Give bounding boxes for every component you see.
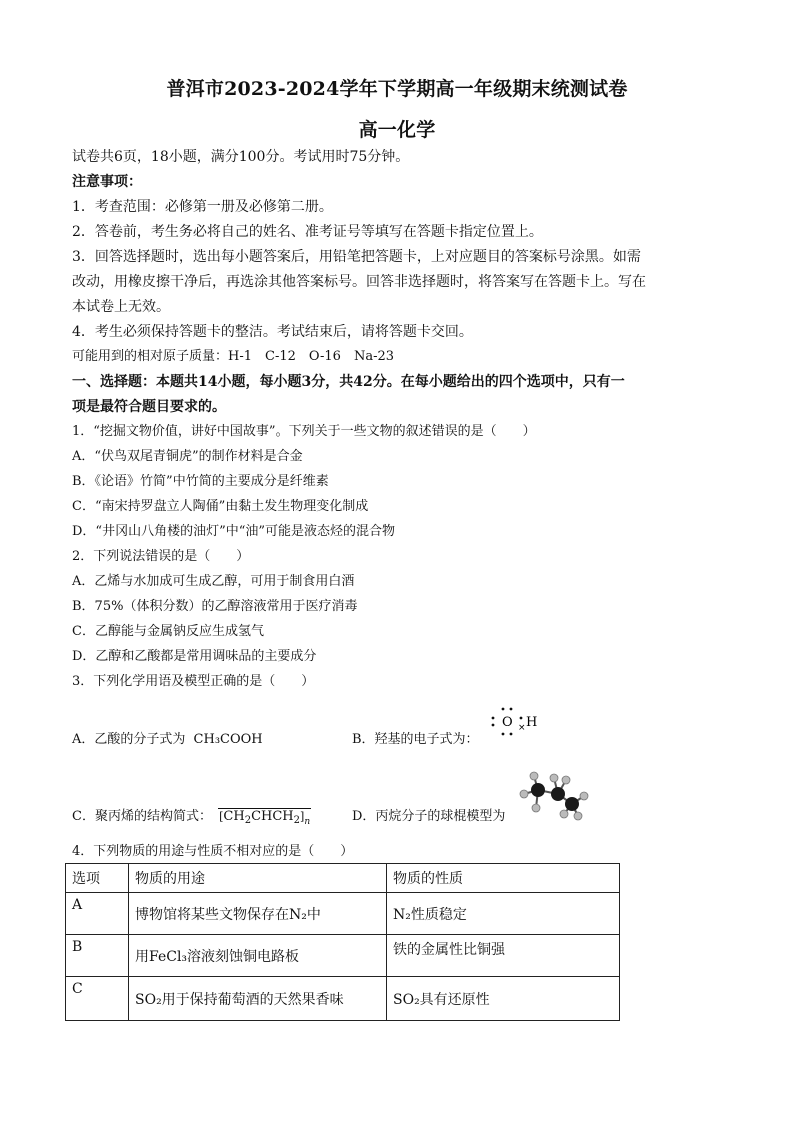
table-row <box>66 977 620 1021</box>
polypropylene-formula: $[CH_2CHCH_2]_n$ <box>219 809 311 827</box>
section-heading-line-2: 项是最符合题目要求的。 <box>72 399 226 415</box>
row-b-property: 铁的金属性比铜强 <box>387 935 620 977</box>
propane-ball-stick-model-icon <box>514 766 594 822</box>
option-a-text: A．乙酸的分子式为 <box>72 732 186 747</box>
question-2-option-d: D．乙醇和乙酸都是常用调味品的主要成分 <box>72 649 317 664</box>
section-heading-line-1: 一、选择题：本题共14小题，每小题3分，共42分。在每小题给出的四个选项中，只有一 <box>72 374 625 390</box>
oxygen-symbol: O <box>502 715 513 730</box>
row-a-option: A <box>66 893 129 935</box>
question-3-option-a <box>72 733 263 746</box>
question-1-option-a: A．“伏鸟双尾青铜虎”的制作材料是合金 <box>72 449 303 464</box>
table-header-row <box>66 864 620 893</box>
bracket-close-icon: ] <box>300 810 305 823</box>
option-c-text: C．聚丙烯的结构简式： <box>72 809 212 824</box>
exam-info: 试卷共6页，18小题，满分100分。考试用时75分钟。 <box>72 149 410 165</box>
question-3-option-b <box>352 733 479 746</box>
row-a-property: N₂性质稳定 <box>387 893 620 935</box>
table-row <box>66 935 620 977</box>
question-2-option-c: C．乙醇能与金属钠反应生成氢气 <box>72 624 264 639</box>
note-3-line-2: 改动，用橡皮擦干净后，再选涂其他答案标号。回答非选择题时，将答案写在答题卡上。写在 <box>72 274 646 290</box>
question-1-option-b: B．《论语》竹简”中竹简的主要成分是纤维素 <box>72 474 329 489</box>
question-1-stem: 1．“挖掘文物价值，讲好中国故事”。下列关于一些文物的叙述错误的是（ ） <box>72 424 536 439</box>
option-d-text: D．丙烷分子的球棍模型为 <box>352 809 506 824</box>
header-use: 物质的用途 <box>129 864 387 893</box>
hydrogen-symbol: H <box>526 715 538 730</box>
question-3-stem: 3．下列化学用语及模型正确的是（ ） <box>72 674 315 689</box>
note-3-line-3: 本试卷上无效。 <box>72 299 170 315</box>
question-3-option-c <box>72 810 311 827</box>
hydroxyl-electron-formula <box>484 700 544 742</box>
bracket-open-icon: [ <box>219 810 224 823</box>
note-1: 1．考查范围：必修第一册及必修第二册。 <box>72 199 333 215</box>
question-3-option-d <box>352 810 505 823</box>
header-option: 选项 <box>66 864 129 893</box>
question-4-stem: 4．下列物质的用途与性质不相对应的是（ ） <box>72 844 354 859</box>
row-c-use: SO₂用于保持葡萄酒的天然果香味 <box>129 977 387 1021</box>
atomic-mass-line: 可能用到的相对原子质量：H-1 C-12 O-16 Na-23 <box>72 349 395 364</box>
note-4: 4．考生必须保持答题卡的整洁。考试结束后，请将答题卡交回。 <box>72 324 473 340</box>
subject-title: 高一化学 <box>358 119 436 141</box>
row-b-use: 用FeCl₃溶液刻蚀铜电路板 <box>129 935 387 977</box>
row-a-use: 博物馆将某些文物保存在N₂中 <box>129 893 387 935</box>
notes-heading: 注意事项： <box>72 174 142 190</box>
header-property: 物质的性质 <box>387 864 620 893</box>
question-4-table <box>65 863 620 1021</box>
question-2-option-b: B．75%（体积分数）的乙醇溶液常用于医疗消毒 <box>72 599 358 614</box>
cross-electron-icon: × <box>518 723 526 733</box>
option-b-text: B．羟基的电子式为： <box>352 732 479 747</box>
question-2-option-a: A．乙烯与水加成可生成乙醇，可用于制食用白酒 <box>72 574 355 589</box>
table-row <box>66 893 620 935</box>
note-3-line-1: 3．回答选择题时，选出每小题答案后，用铅笔把答题卡，上对应题目的答案标号涂黑。如需 <box>72 249 641 265</box>
question-1-option-c: C．“南宋持罗盘立人陶俑”由黏土发生物理变化制成 <box>72 499 369 514</box>
row-b-option: B <box>66 935 129 977</box>
row-c-property: SO₂具有还原性 <box>387 977 620 1021</box>
exam-title: 普洱市2023-2024学年下学期高一年级期末统测试卷 <box>166 78 628 100</box>
question-2-stem: 2．下列说法错误的是（ ） <box>72 549 250 564</box>
note-2: 2．答卷前，考生务必将自己的姓名、准考证号等填写在答题卡指定位置上。 <box>72 224 543 240</box>
row-c-option: C <box>66 977 129 1021</box>
acetic-acid-formula: CH₃COOH <box>193 732 263 747</box>
question-1-option-d: D．“井冈山八角楼的油灯”中“油”可能是液态烃的混合物 <box>72 524 396 539</box>
